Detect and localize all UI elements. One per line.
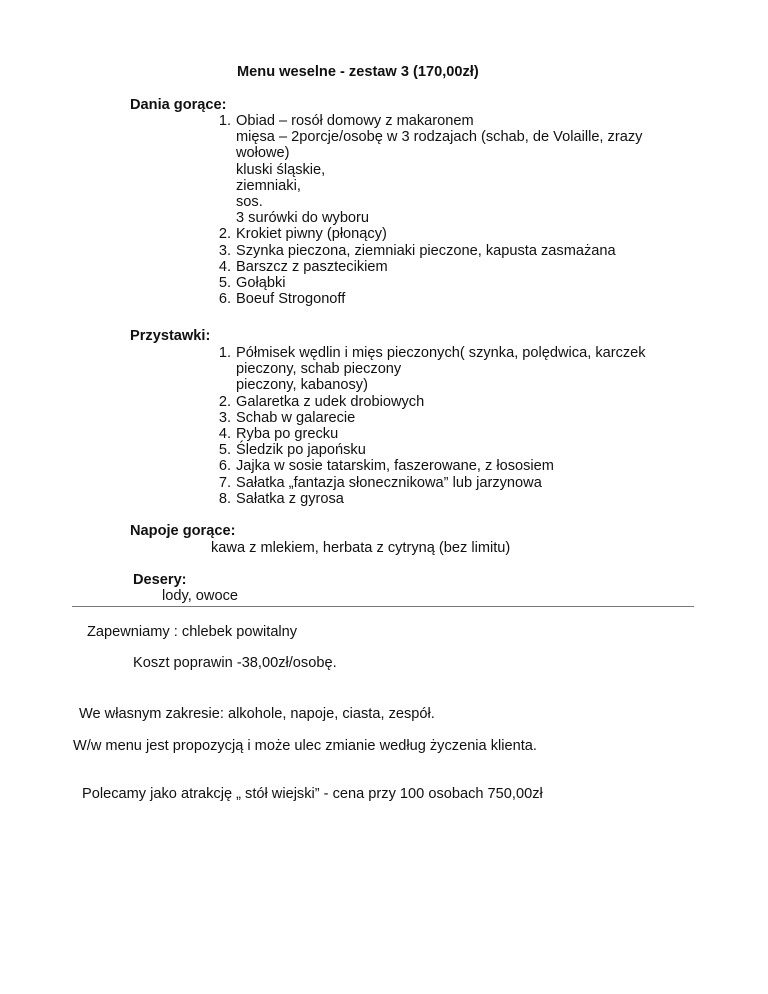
- list-item-text: Obiad – rosół domowy z makaronem: [236, 113, 474, 129]
- list-item: [205, 475, 646, 491]
- list-item-text: Schab w galarecie: [236, 409, 356, 426]
- list-item-text: pieczony, kabanosy): [236, 377, 368, 394]
- list-item-text: pieczony, schab pieczony: [236, 361, 402, 378]
- list-item: [205, 275, 642, 291]
- list-item-number: 2.: [218, 226, 231, 243]
- list-item-text: mięsa – 2porcje/osobę w 3 rodzajach (schab, de Volaille, zrazy: [236, 129, 643, 146]
- list-item-text: Sałatka z gyrosa: [236, 490, 344, 507]
- list-item: [205, 345, 646, 394]
- list-item-text: 3 surówki do wyboru: [236, 210, 370, 227]
- list-item-text: Gołąbki: [236, 275, 286, 292]
- list-item-number: 1.: [218, 113, 231, 129]
- list-item-text: Barszcz z pasztecikiem: [236, 258, 388, 275]
- list-item-number: 7.: [218, 474, 231, 491]
- list-item-text: Galaretka z udek drobiowych: [236, 393, 425, 410]
- list-item: [205, 426, 646, 442]
- desserts-text: lody, owoce: [162, 588, 238, 604]
- list-item: [205, 291, 642, 307]
- list-item-number: 4.: [218, 258, 231, 275]
- hot-dishes-list: [205, 113, 642, 307]
- list-item-number: 1.: [218, 345, 231, 361]
- list-item: [205, 259, 642, 275]
- hot-drinks-heading: Napoje gorące:: [130, 523, 236, 539]
- own-scope-note: We własnym zakresie: alkohole, napoje, ciasta, zespół.: [79, 706, 435, 722]
- starters-heading: Przystawki:: [130, 328, 211, 344]
- list-item: [205, 491, 646, 507]
- list-item-text: Szynka pieczona, ziemniaki pieczone, kapusta zasmażana: [236, 242, 616, 259]
- list-item-number: 3.: [218, 242, 231, 259]
- welcome-note: Zapewniamy : chlebek powitalny: [87, 624, 298, 640]
- list-item-text: ziemniaki,: [236, 177, 301, 194]
- list-item-number: 8.: [218, 490, 231, 507]
- list-item-text: Sałatka „fantazja słonecznikowa” lub jarzynowa: [236, 474, 542, 491]
- list-item-number: 4.: [218, 426, 231, 443]
- list-item: [205, 243, 642, 259]
- list-item-number: 3.: [218, 409, 231, 426]
- list-item-number: 5.: [218, 442, 231, 459]
- hot-drinks-text: kawa z mlekiem, herbata z cytryną (bez limitu): [211, 540, 511, 556]
- list-item: [205, 226, 642, 242]
- list-item-text: wołowe): [236, 145, 290, 162]
- attraction-note: Polecamy jako atrakcję „ stół wiejski” - cena przy 100 osobach 750,00zł: [82, 786, 543, 802]
- page-title: Menu weselne - zestaw 3 (170,00zł): [237, 64, 479, 80]
- list-item: [205, 394, 646, 410]
- list-item-number: 6.: [218, 291, 231, 308]
- list-item-text: kluski śląskie,: [236, 161, 326, 178]
- list-item: [205, 410, 646, 426]
- proposal-note: W/w menu jest propozycją i może ulec zmianie według życzenia klienta.: [73, 738, 537, 754]
- hot-dishes-heading: Dania gorące:: [130, 97, 227, 113]
- list-item-text: Jajka w sosie tatarskim, faszerowane, z łososiem: [236, 458, 554, 475]
- section-divider: [72, 606, 694, 607]
- list-item: [205, 113, 642, 226]
- list-item-number: 5.: [218, 275, 231, 292]
- list-item-number: 2.: [218, 393, 231, 410]
- list-item-text: Śledzik po japońsku: [236, 442, 366, 459]
- starters-list: [205, 345, 646, 507]
- list-item-text: Ryba po grecku: [236, 426, 339, 443]
- list-item-text: Półmisek wędlin i mięs pieczonych( szynka, polędwica, karczek: [236, 345, 646, 361]
- desserts-heading: Desery:: [133, 572, 187, 588]
- list-item: [205, 442, 646, 458]
- list-item-text: Krokiet piwny (płonący): [236, 226, 387, 243]
- afterparty-cost: Koszt poprawin -38,00zł/osobę.: [133, 655, 337, 671]
- list-item-number: 6.: [218, 458, 231, 475]
- list-item-text: Boeuf Strogonoff: [236, 291, 346, 308]
- list-item-text: sos.: [236, 194, 263, 211]
- list-item: [205, 458, 646, 474]
